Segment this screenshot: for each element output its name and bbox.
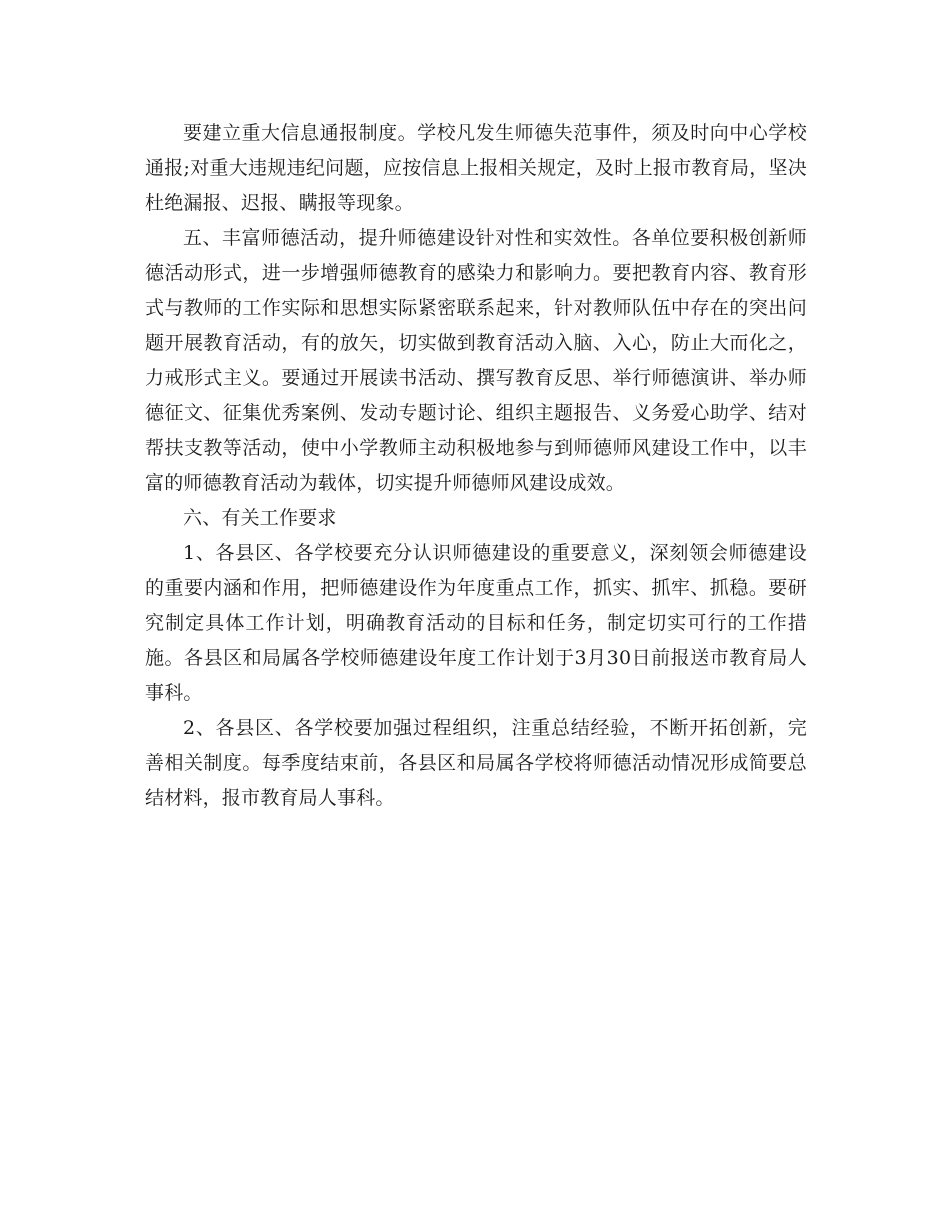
paragraph-section-five: 五、丰富师德活动，提升师德建设针对性和实效性。各单位要积极创新师德活动形式，进一步增强师德教育的感染力和影响力。要把教育内容、教育形式与教师的工作实际和思想实际紧密联系起来，针对教师队伍中存在的突出问题开展教育活动，有的放矢，切实做到教育活动入脑、入心，防止大而化之，力戒形式主义。要通过开展读书活动、撰写教育反思、举行师德演讲、举办师德征文、征集优秀案例、发动专题讨论、组织主题报告、义务爱心助学、结对帮扶支教等活动，使中小学教师主动积极地参与到师德师风建设工作中，以丰富的师德教育活动为载体，切实提升师德师风建设成效。 [145,227,807,494]
document-page [145,116,807,816]
paragraph-requirement-one: 1、各县区、各学校要充分认识师德建设的重要意义，深刻领会师德建设的重要内涵和作用，把师德建设作为年度重点工作，抓实、抓牢、抓稳。要研究制定具体工作计划，明确教育活动的目标和任务，制定切实可行的工作措施。各县区和局属各学校师德建设年度工作计划于3月30日前报送市教育局人事科。 [145,542,807,704]
section-heading-six: 六、有关工作要求 [183,507,337,529]
paragraph-information-reporting: 要建立重大信息通报制度。学校凡发生师德失范事件，须及时向中心学校通报;对重大违规违纪问题，应按信息上报相关规定，及时上报市教育局，坚决杜绝漏报、迟报、瞒报等现象。 [145,122,807,214]
paragraph-requirement-two: 2、各县区、各学校要加强过程组织，注重总结经验，不断开拓创新，完善相关制度。每季度结束前，各县区和局属各学校将师德活动情况形成简要总结材料，报市教育局人事科。 [145,717,807,809]
